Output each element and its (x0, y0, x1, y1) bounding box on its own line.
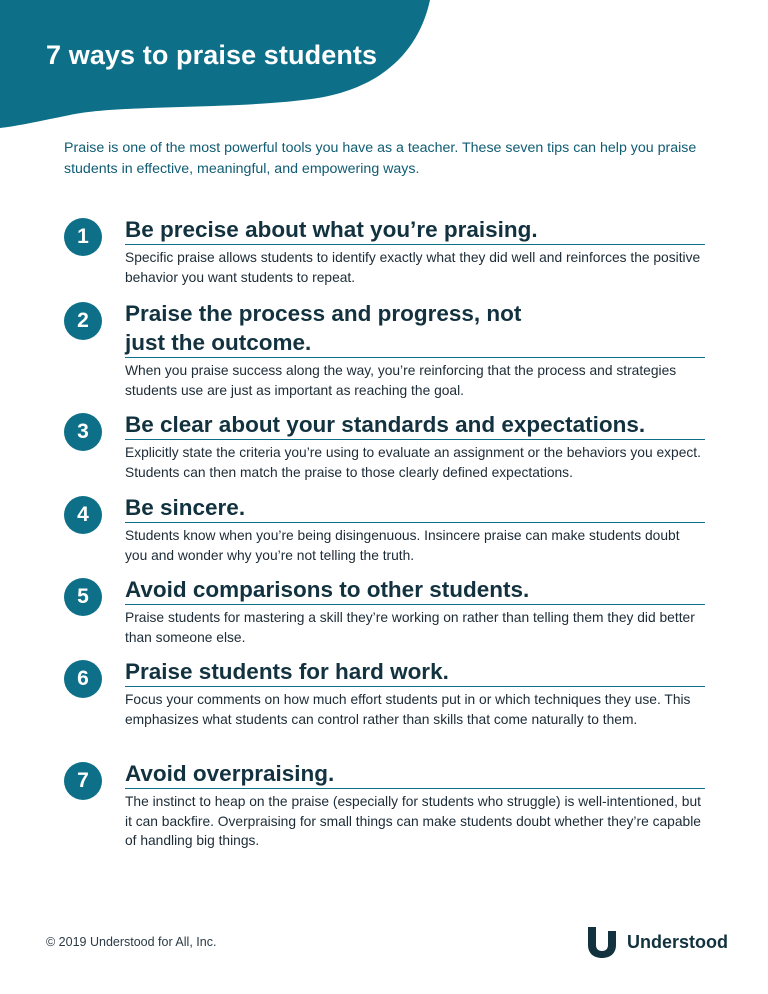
intro-text: Praise is one of the most powerful tools you have as a teacher. These seven tips can help you praise students in effective, meaningful, and empowering ways. (64, 140, 697, 177)
tip-description: Explicitly state the criteria you’re using to evaluate an assignment or the behaviors you expect. Students can then match the praise to those clearly defined expectations. (125, 445, 701, 480)
tip-title: Praise students for hard work. (125, 657, 705, 687)
understood-logo-icon (586, 925, 618, 959)
tip-number-badge: 2 (64, 302, 102, 340)
tip-number-badge: 7 (64, 762, 102, 800)
tip-description: Students know when you’re being disingenuous. Insincere praise can make students doubt you and wonder why you’re not telling the truth. (125, 528, 680, 563)
tip-number-badge: 6 (64, 660, 102, 698)
tip-title: Be clear about your standards and expectations. (125, 410, 705, 440)
tip-number-badge: 3 (64, 413, 102, 451)
page-title: 7 ways to praise students (46, 40, 378, 70)
tip-description: The instinct to heap on the praise (especially for students who struggle) is well-intentioned, but it can backfire. Overpraising for small things can make students doubt whether they’re capable of handling big things. (125, 794, 701, 848)
copyright-text: © 2019 Understood for All, Inc. (46, 935, 217, 949)
brand-name: Understood (627, 931, 728, 952)
tip-title: Be precise about what you’re praising. (125, 215, 705, 245)
tip-number-badge: 1 (64, 218, 102, 256)
tip-title: Avoid overpraising. (125, 759, 705, 789)
tip-description: Specific praise allows students to identify exactly what they did well and reinforces the positive behavior you want students to repeat. (125, 250, 701, 285)
brand-logo (586, 925, 728, 959)
tip-title: Be sincere. (125, 493, 705, 523)
tip-title: Avoid comparisons to other students. (125, 575, 705, 605)
tip-description: Praise students for mastering a skill they’re working on rather than telling them they did better than someone else. (125, 610, 695, 645)
tip-number-badge: 4 (64, 496, 102, 534)
tip-description: When you praise success along the way, you’re reinforcing that the process and strategies students use are just as important as reaching the goal. (125, 363, 677, 398)
tip-number-badge: 5 (64, 578, 102, 616)
tip-description: Focus your comments on how much effort students put in or which techniques they use. This emphasizes what students can control rather than skills that come naturally to them. (125, 692, 691, 727)
tip-title: Praise the process and progress, not just the outcome. (125, 299, 705, 358)
